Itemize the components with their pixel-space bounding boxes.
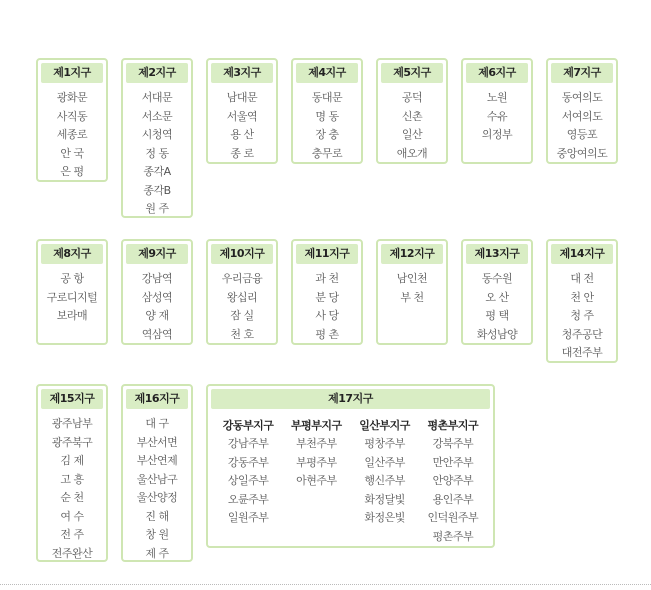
branch-list [208, 89, 276, 163]
branch-item: 서여의도 [561, 109, 603, 123]
branch-list [548, 89, 616, 163]
branch-item: 양 재 [145, 309, 169, 322]
sub-district-title: 강동부지구 [222, 419, 274, 432]
district-title: 제5지구 [381, 63, 443, 83]
branch-item: 종각A [143, 165, 171, 178]
branch-item: 청 주 [570, 309, 594, 322]
branch-list [463, 270, 531, 344]
branch-item: 삼성역 [141, 290, 173, 304]
district-card-5 [376, 58, 448, 164]
branch-item: 분 당 [315, 290, 339, 304]
branch-list [378, 89, 446, 163]
branch-item: 세종로 [56, 128, 88, 141]
branch-list [38, 89, 106, 182]
branch-item: 강남주부 [227, 437, 269, 450]
branch-item: 원 주 [145, 202, 169, 215]
branch-item: 부산서면 [136, 435, 178, 449]
district-title: 제13지구 [466, 244, 528, 264]
district-card-11 [291, 239, 363, 345]
branch-item: 천 안 [570, 290, 594, 304]
branch-item: 화성남양 [476, 327, 518, 341]
branch-item: 충무로 [311, 146, 343, 160]
district-card-6 [461, 58, 533, 164]
branch-item: 수유 [486, 109, 508, 123]
district-card-12 [376, 239, 448, 345]
branch-item: 평 택 [485, 309, 509, 322]
branch-item: 명 동 [315, 109, 339, 123]
district-title: 제9지구 [126, 244, 188, 264]
branch-item: 전 주 [60, 528, 84, 541]
branch-item: 제 주 [145, 546, 169, 560]
branch-item: 신촌 [401, 109, 423, 123]
branch-item: 강북주부 [432, 437, 474, 450]
sub-district-pyeongchon [419, 417, 487, 546]
branch-item: 부 천 [400, 290, 424, 304]
branch-item: 만안주부 [432, 455, 474, 469]
branch-item: 남대문 [226, 91, 258, 104]
branch-item: 구로디지털 [46, 290, 98, 304]
branch-item: 대 전 [570, 272, 594, 285]
branch-item: 애오개 [396, 146, 428, 160]
branch-item: 부산연제 [136, 454, 178, 467]
branch-item: 사직동 [56, 109, 88, 123]
branch-item: 중앙여의도 [556, 146, 608, 160]
branch-item: 사 당 [315, 309, 339, 322]
branch-item: 대 구 [145, 417, 169, 430]
sub-district-title: 일산부지구 [359, 419, 410, 432]
branch-list [293, 270, 361, 344]
branch-list [123, 415, 191, 563]
branch-list [38, 270, 106, 326]
branch-item: 천 호 [230, 327, 254, 341]
district-card-15 [36, 384, 108, 562]
branch-item: 전주완산 [51, 546, 93, 560]
branch-item: 일원주부 [227, 511, 269, 524]
branch-item: 광화문 [56, 91, 88, 104]
sub-district-bupyeong [282, 417, 350, 546]
branch-item: 울산양정 [136, 491, 178, 504]
branch-item: 아현주부 [296, 474, 337, 487]
branch-item: 일산주부 [364, 455, 405, 469]
branch-item: 서울역 [226, 109, 258, 123]
branch-item: 강남역 [141, 272, 173, 285]
district-title: 제10지구 [211, 244, 273, 264]
district-title: 제16지구 [126, 389, 188, 409]
branch-item: 동여의도 [561, 91, 603, 104]
branch-item: 노원 [486, 91, 508, 104]
district-card-10 [206, 239, 278, 345]
branch-item: 평창주부 [364, 437, 405, 450]
district-card-17 [206, 384, 495, 548]
district-title: 제7지구 [551, 63, 613, 83]
district-title: 제8지구 [41, 244, 103, 264]
branch-item: 우리금융 [221, 272, 263, 285]
branch-item: 공 항 [60, 272, 84, 285]
branch-list [38, 415, 106, 563]
branch-item: 종각B [143, 183, 171, 197]
branch-item: 대전주부 [561, 346, 603, 359]
district-card-9 [121, 239, 193, 345]
branch-item: 김 제 [60, 454, 84, 467]
bottom-divider [0, 584, 651, 585]
district-title: 제6지구 [466, 63, 528, 83]
branch-item: 시청역 [141, 128, 173, 141]
branch-item: 서소문 [141, 109, 173, 123]
branch-item: 안양주부 [432, 474, 474, 487]
district-card-7 [546, 58, 618, 164]
branch-item: 순 천 [60, 491, 84, 504]
district-card-3 [206, 58, 278, 164]
district-title: 제3지구 [211, 63, 273, 83]
branch-item: 평 촌 [315, 327, 339, 341]
branch-item: 의정부 [481, 128, 513, 141]
branch-item: 정 동 [145, 146, 169, 160]
branch-item: 오 산 [485, 290, 509, 304]
branch-item: 창 원 [145, 528, 169, 541]
branch-item: 행신주부 [364, 474, 405, 487]
branch-item: 서대문 [141, 91, 173, 104]
branch-item: 상일주부 [227, 474, 269, 487]
branch-item: 왕십리 [226, 290, 258, 304]
branch-item: 평촌주부 [432, 529, 474, 543]
branch-item: 보라매 [56, 309, 88, 322]
branch-item: 과 천 [315, 272, 339, 285]
branch-item: 오륜주부 [227, 492, 269, 506]
branch-list [378, 270, 446, 307]
branch-list [293, 89, 361, 163]
branch-item: 영등포 [566, 128, 598, 141]
district-title: 제4지구 [296, 63, 358, 83]
branch-item: 진 해 [145, 509, 169, 523]
district-card-2 [121, 58, 193, 218]
branch-item: 은 평 [60, 165, 84, 178]
branch-item: 용 산 [230, 128, 254, 141]
sub-district-title: 평촌부지구 [427, 419, 479, 432]
branch-item: 화정은빛 [364, 511, 405, 524]
branch-item: 광주북구 [51, 435, 93, 449]
branch-item: 청주공단 [561, 327, 603, 341]
sub-district-ilsan [351, 417, 419, 546]
branch-item: 동대문 [311, 91, 343, 104]
district-card-1 [36, 58, 108, 182]
branch-item: 종 로 [230, 146, 254, 160]
branch-list [123, 89, 191, 219]
branch-item: 강동주부 [227, 455, 269, 469]
district-card-14 [546, 239, 618, 363]
branch-item: 부천주부 [296, 437, 337, 450]
district-title: 제12지구 [381, 244, 443, 264]
branch-item: 공덕 [401, 91, 423, 104]
district-title: 제17지구 [211, 389, 490, 409]
branch-item: 고 흥 [60, 472, 84, 486]
branch-item: 안 국 [60, 146, 84, 160]
branch-list [548, 270, 616, 363]
district-title: 제14지구 [551, 244, 613, 264]
branch-item: 여 수 [60, 509, 84, 523]
branch-list [208, 270, 276, 344]
branch-item: 용인주부 [432, 492, 474, 506]
district-title: 제11지구 [296, 244, 358, 264]
branch-item: 잠 실 [230, 309, 254, 322]
branch-item: 역삼역 [141, 327, 173, 341]
district-title: 제2지구 [126, 63, 188, 83]
sub-district-gangdong [214, 417, 282, 546]
branch-item: 장 충 [315, 128, 339, 141]
district-card-4 [291, 58, 363, 164]
district-card-8 [36, 239, 108, 345]
branch-list [463, 89, 531, 145]
district-title: 제1지구 [41, 63, 103, 83]
branch-item: 남인천 [396, 272, 428, 285]
branch-list [123, 270, 191, 344]
branch-item: 일산 [401, 128, 423, 141]
sub-district-columns [208, 409, 493, 546]
sub-district-title: 부평부지구 [291, 419, 342, 432]
district-title: 제15지구 [41, 389, 103, 409]
branch-item: 광주남부 [51, 417, 93, 430]
branch-item: 울산남구 [136, 472, 178, 486]
branch-item: 화정달빛 [364, 492, 405, 506]
branch-item: 부평주부 [296, 455, 337, 469]
district-card-13 [461, 239, 533, 345]
branch-item: 인덕원주부 [427, 511, 479, 524]
branch-item: 동수원 [481, 272, 513, 285]
district-card-16 [121, 384, 193, 562]
